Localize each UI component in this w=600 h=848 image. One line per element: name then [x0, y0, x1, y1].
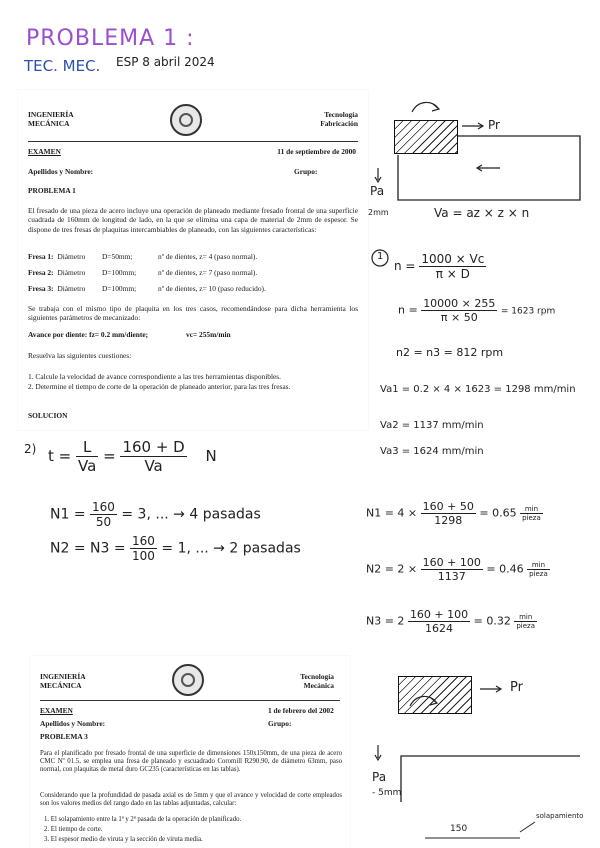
radial-depth-label: Pr: [488, 118, 500, 132]
spindle-speed-2-3: n2 = n3 = 812 rpm: [396, 346, 504, 359]
feed-rate-2: Va2 = 1137 mm/min: [380, 420, 484, 431]
parameters-text: Se trabaja con el mismo tipo de plaquita en los tres casos, recomendándose para dicha herramienta los siguientes parámetros de mecanizado:: [28, 304, 358, 323]
exam-date: 11 de septiembre de 2000: [277, 147, 356, 156]
overlap-label: solapamiento: [536, 812, 584, 820]
axial-depth-label: Pa: [372, 770, 387, 784]
cut-time-2: N2 = 2 × $\frac{160 + 100}{1137}$ = 0.46 $\frac{\min}{\text{pieza}}$: [366, 556, 548, 583]
problem-title: PROBLEMA 1: [28, 186, 76, 195]
tool-hatched-block: [394, 120, 458, 154]
question-3: 3. El espesor medio de viruta y la sección de viruta media.: [44, 836, 203, 843]
school-name: INGENIERÍA MECÁNICA: [40, 672, 86, 691]
tool-teeth: nº de dientes, z= 4 (paso normal).: [158, 252, 258, 261]
question-2: 2. El tiempo de corte.: [44, 826, 103, 833]
tool-row: Fresa 3: Diámetro: [28, 284, 86, 293]
problem-intro: El fresado de una pieza de acero incluye una operación de planeado mediante fresado frontal de una superficie cuadrada de 160mm de longitud de lado, en la que se elimina una capa de material de 2mm de espesor. Se dispone de tres fresas de plaquitas intercambiables de planeado, con las siguientes características:: [28, 206, 358, 234]
exam-label: EXAMEN: [40, 706, 73, 715]
tool-teeth: nº de dientes, z= 10 (paso reducido).: [158, 284, 266, 293]
axial-depth-value: 2mm: [368, 208, 389, 217]
axial-depth-value: - 5mm: [372, 788, 402, 798]
axial-depth-label: Pa: [370, 184, 385, 198]
tool-diameter: D=100mm;: [102, 268, 137, 277]
tool-diameter: D=50mm;: [102, 252, 133, 261]
question-1: 1. Calcule la velocidad de avance correspondiente a las tres herramientas disponibles.: [28, 372, 282, 381]
group-label: Grupo:: [268, 719, 292, 728]
exam-label: EXAMEN: [28, 147, 61, 156]
question-2: 2. Determine el tiempo de corte de la operación de planeado anterior, para las tres fresas.: [28, 382, 291, 391]
university-logo: [172, 664, 204, 696]
tool-row: Fresa 2: Diámetro: [28, 268, 86, 277]
tool-teeth: nº de dientes, z= 7 (paso normal).: [158, 268, 258, 277]
school-name: INGENIERÍA MECÁNICA: [28, 110, 74, 129]
spindle-speed-1: n = $\frac{10000 \times 255}{\pi \times 50}$ = 1623 rpm: [398, 297, 556, 324]
divider: [40, 700, 340, 701]
feed-per-tooth: Avance por diente: fz= 0.2 mm/diente;: [28, 330, 149, 339]
tool-diameter: D=100mm;: [102, 284, 137, 293]
feed-rate-3: Va3 = 1624 mm/min: [380, 446, 484, 457]
passes-fresa-2-3: N2 = N3 = $\frac{160}{100}$ = 1, ... → 2 pasadas: [50, 534, 301, 563]
handwritten-date-note: ESP 8 abril 2024: [116, 55, 215, 69]
cut-time-1: N1 = 4 × $\frac{160 + 50}{1298}$ = 0.65 $\frac{\min}{\text{pieza}}$: [366, 500, 541, 527]
exam-sheet-1: [18, 90, 368, 430]
cutting-speed: vc= 255m/min: [186, 330, 231, 339]
handwritten-subtitle: TEC. MEC.: [24, 57, 101, 75]
question-1: 1. El solapamiento entre la 1ª y 2ª pasada de la operación de planificado.: [44, 816, 242, 823]
cut-time-3: N3 = 2 $\frac{160 + 100}{1624}$ = 0.32 $\frac{\min}{\text{pieza}}$: [366, 608, 536, 635]
exam-date: 1 de febrero del 2002: [268, 706, 334, 715]
passes-fresa-1: N1 = $\frac{160}{50}$ = 3, ... → 4 pasadas: [50, 500, 261, 529]
step-number: 1: [377, 251, 384, 262]
problem-title: PROBLEMA 3: [40, 732, 88, 741]
tool-row: Fresa 1: Diámetro: [28, 252, 86, 261]
university-logo: [170, 104, 202, 136]
feed-rate-1: Va1 = 0.2 × 4 × 1623 = 1298 mm/min: [380, 384, 576, 395]
exam-sheet-2: [30, 656, 350, 848]
spindle-speed-formula: n = $\frac{1000 \times Vc}{\pi \times D}$: [394, 252, 485, 281]
problem-intro: Para el planificado por fresado frontal de una superficie de dimensiones 150x150mm, de una pieza de acero CMC Nº 01.5, se emplea una fresa de planeado y escuadrado Coromill R290.90, de diámetro 63mm, paso normal, con plaquitas de metal duro GC235 (características en las tablas).: [40, 750, 342, 774]
solution-label: SOLUCION: [28, 411, 68, 420]
dimension-label: 150: [450, 824, 468, 834]
radial-depth-label: Pr: [510, 680, 523, 695]
handwritten-title: PROBLEMA 1 :: [26, 26, 195, 51]
resolve-text: Resuelva las siguientes cuestiones:: [28, 351, 132, 360]
feed-rate-formula: Va = az × z × n: [434, 206, 530, 220]
group-label: Grupo:: [294, 167, 318, 176]
question-2-marker: 2): [24, 442, 37, 456]
course-name: Tecnología Mecánica: [300, 672, 334, 691]
name-label: Apellidos y Nombre:: [28, 167, 94, 176]
course-name: Tecnología Fabricación: [320, 110, 358, 129]
name-label: Apellidos y Nombre:: [40, 719, 106, 728]
problem-conditions: Considerando que la profundidad de pasada axial es de 5mm y que el avance y velocidad de corte empleados son los valores medios del rango dado en las tablas adjuntadas, calcular:: [40, 792, 342, 808]
cut-time-formula: t = $\frac{L}{Va}$ = $\frac{160 + D}{Va}$ N: [48, 438, 217, 475]
tool-hatched-block: [398, 676, 472, 714]
divider: [28, 141, 358, 142]
